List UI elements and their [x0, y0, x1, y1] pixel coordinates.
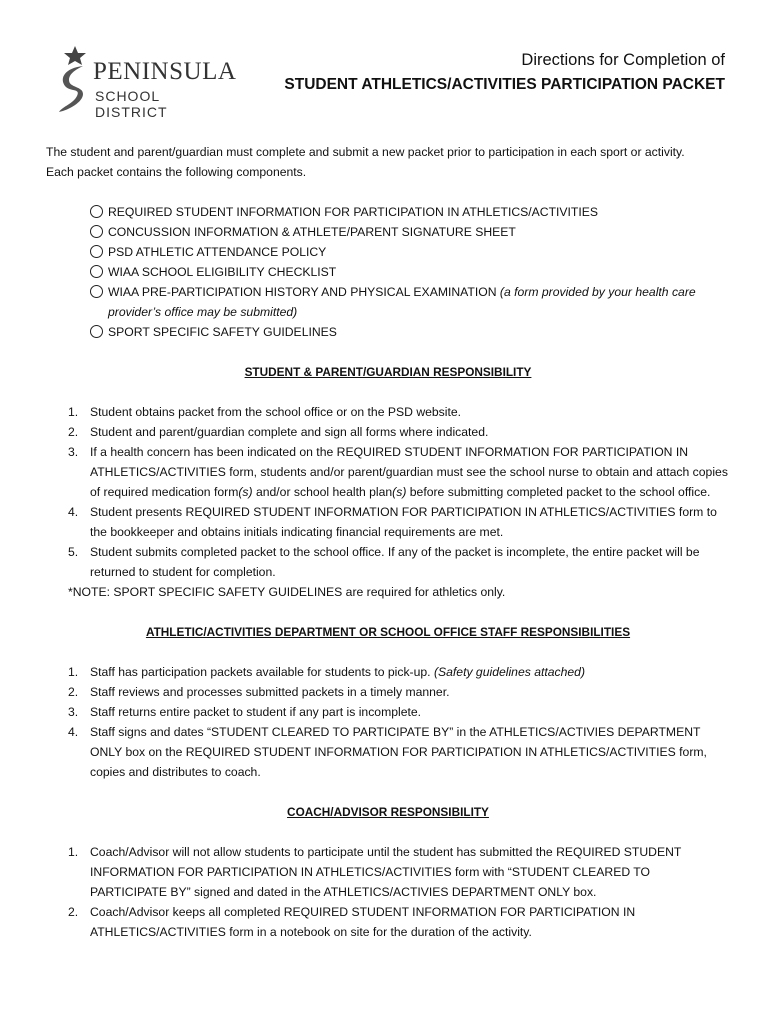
- list-item: SPORT SPECIFIC SAFETY GUIDELINES: [90, 322, 730, 342]
- circle-icon: [90, 325, 103, 338]
- list-item: 4. Student presents REQUIRED STUDENT INFORMATION FOR PARTICIPATION IN ATHLETICS/ACTIVITIES form to the bookkeeper and obtains initials indicating financial requirements are met.: [68, 505, 717, 539]
- list-item: 1. Staff has participation packets available for students to pick-up. (Safety guidelines attached): [68, 665, 586, 679]
- coach-responsibility-list: [46, 842, 730, 942]
- circle-icon: [90, 205, 103, 218]
- logo-subtitle: SCHOOL DISTRICT: [95, 88, 168, 120]
- section-heading-staff: ATHLETIC/ACTIVITIES DEPARTMENT OR SCHOOL OFFICE STAFF RESPONSIBILITIES: [145, 625, 631, 639]
- list-item: REQUIRED STUDENT INFORMATION FOR PARTICIPATION IN ATHLETICS/ACTIVITIES: [90, 202, 730, 222]
- list-item: CONCUSSION INFORMATION & ATHLETE/PARENT SIGNATURE SHEET: [90, 222, 730, 242]
- logo-name: PENINSULA: [93, 58, 237, 85]
- section-heading-student: STUDENT & PARENT/GUARDIAN RESPONSIBILITY: [244, 365, 532, 379]
- list-item: 3. If a health concern has been indicated on the REQUIRED STUDENT INFORMATION FOR PARTICIPATION IN ATHLETICS/ACTIVITIES form, students and/or parent/guardian must see the school nurse to obtain and attach copies of required medication form(s) and/or school health plan(s) before submitting completed packet to the school office.: [68, 445, 728, 499]
- list-item: WIAA SCHOOL ELIGIBILITY CHECKLIST: [90, 262, 730, 282]
- circle-icon: [90, 265, 103, 278]
- district-logo: [55, 44, 237, 120]
- list-item: 5. Student submits completed packet to the school office. If any of the packet is incomplete, the entire packet will be returned to student for completion.: [68, 545, 700, 579]
- components-list: [90, 202, 730, 342]
- list-item: WIAA PRE-PARTICIPATION HISTORY AND PHYSICAL EXAMINATION (a form provided by your health care provider’s office may be submitted): [90, 282, 730, 322]
- list-item: 1. Student obtains packet from the school office or on the PSD website.: [68, 405, 462, 419]
- intro-paragraph: [46, 142, 730, 182]
- student-responsibility-list: [46, 402, 730, 582]
- list-item: 2. Student and parent/guardian complete and sign all forms where indicated.: [68, 425, 489, 439]
- list-item: 2. Staff reviews and processes submitted packets in a timely manner.: [68, 685, 450, 699]
- note-text: *NOTE: SPORT SPECIFIC SAFETY GUIDELINES are required for athletics only.: [68, 585, 506, 599]
- circle-icon: [90, 225, 103, 238]
- list-item: 1. Coach/Advisor will not allow students to participate until the student has submitted the REQUIRED STUDENT INFORMATION FOR PARTICIPATION IN ATHLETICS/ACTIVITIES form with “STUDENT CLEARED TO PARTICIPATE BY” signed and dated in the ATHLETICS/ACTIVIES DEPARTMENT ONLY box.: [68, 845, 682, 899]
- circle-icon: [90, 285, 103, 298]
- list-item: PSD ATHLETIC ATTENDANCE POLICY: [90, 242, 730, 262]
- intro-line-2: Each packet contains the following components.: [46, 165, 307, 179]
- document-title: [284, 49, 725, 96]
- list-item: 3. Staff returns entire packet to student if any part is incomplete.: [68, 705, 422, 719]
- section-heading-coach: COACH/ADVISOR RESPONSIBILITY: [287, 805, 489, 819]
- staff-responsibility-list: [46, 662, 730, 782]
- list-item: 2. Coach/Advisor keeps all completed REQUIRED STUDENT INFORMATION FOR PARTICIPATION IN ATHLETICS/ACTIVITIES form in a notebook on site for the duration of the activity.: [68, 905, 636, 939]
- peninsula-swoosh-icon: [55, 44, 95, 116]
- document-body: [46, 142, 730, 942]
- circle-icon: [90, 245, 103, 258]
- list-item: 4. Staff signs and dates “STUDENT CLEARED TO PARTICIPATE BY” in the ATHLETICS/ACTIVIES DEPARTMENT ONLY box on the REQUIRED STUDENT INFORMATION FOR PARTICIPATION IN ATHLETICS/ACTIVITIES form, copies and distributes to coach.: [68, 725, 707, 779]
- title-line-2: STUDENT ATHLETICS/ACTIVITIES PARTICIPATION PACKET: [284, 76, 725, 93]
- intro-line-1: The student and parent/guardian must complete and submit a new packet prior to participation in each sport or activity.: [46, 145, 685, 159]
- title-line-1: Directions for Completion of: [521, 51, 725, 69]
